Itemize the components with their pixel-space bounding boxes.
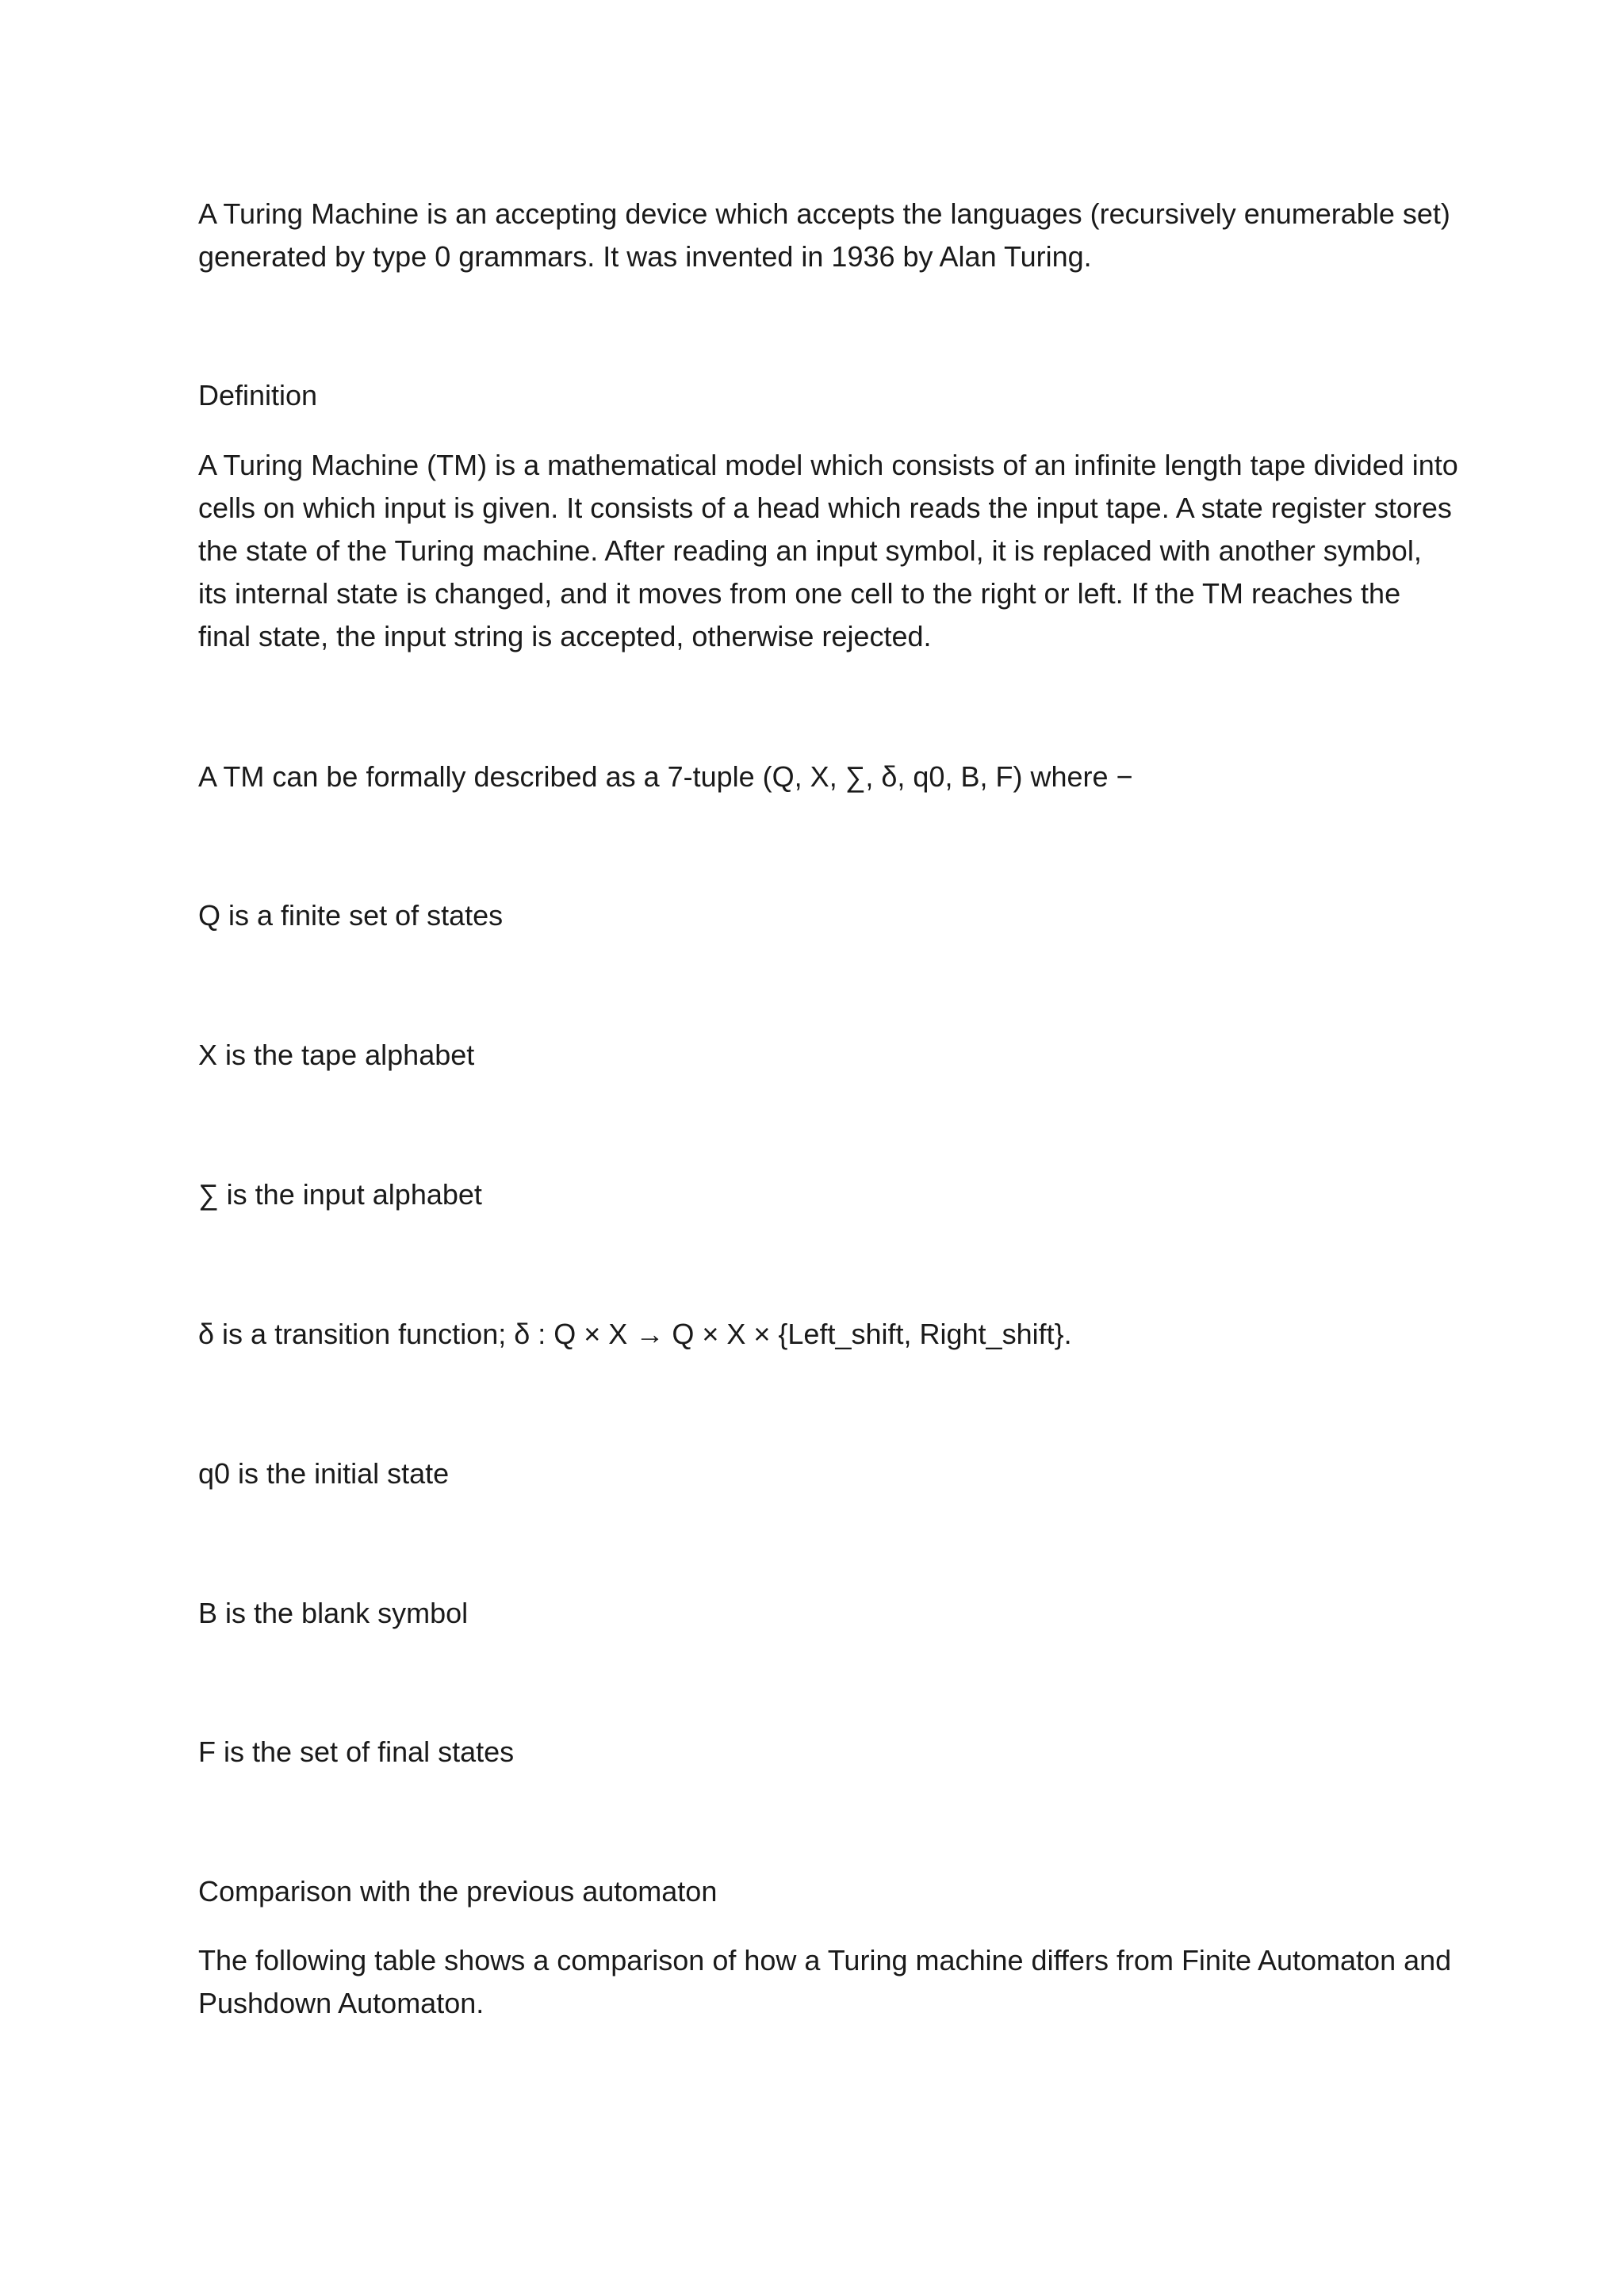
- tuple-intro: A TM can be formally described as a 7-tuple (Q, X, ∑, δ, q0, B, F) where −: [198, 760, 1133, 793]
- comparison-heading: Comparison with the previous automaton: [198, 1875, 718, 1908]
- text-line: A Turing Machine is an accepting device which accepts the languages (recursively enumerable set): [198, 197, 1450, 230]
- text-line: cells on which input is given. It consists of a head which reads the input tape. A state register stores: [198, 492, 1452, 524]
- tuple-item-f: F is the set of final states: [198, 1735, 515, 1768]
- tuple-item-b: B is the blank symbol: [198, 1597, 469, 1629]
- tuple-item-q: Q is a finite set of states: [198, 899, 504, 932]
- definition-heading: Definition: [198, 379, 318, 411]
- text-line: generated by type 0 grammars. It was invented in 1936 by Alan Turing.: [198, 240, 1092, 273]
- text-line: A Turing Machine (TM) is a mathematical model which consists of an infinite length tape divided into: [198, 449, 1458, 481]
- text-line: final state, the input string is accepted, otherwise rejected.: [198, 620, 932, 652]
- tuple-item-q0: q0 is the initial state: [198, 1457, 450, 1490]
- text-line: its internal state is changed, and it moves from one cell to the right or left. If the TM reaches the: [198, 577, 1401, 610]
- text-line: The following table shows a comparison of how a Turing machine differs from Finite Automaton and: [198, 1944, 1452, 1976]
- tuple-item-delta: δ is a transition function; δ : Q × X → Q × X × {Left_shift, Right_shift}.: [198, 1318, 1072, 1350]
- tuple-item-x: X is the tape alphabet: [198, 1039, 475, 1071]
- definition-paragraph: [198, 444, 1458, 658]
- intro-paragraph: [198, 193, 1451, 278]
- comparison-paragraph: [198, 1939, 1451, 2025]
- tuple-item-sigma: ∑ is the input alphabet: [198, 1178, 482, 1211]
- text-line: Pushdown Automaton.: [198, 1987, 485, 2019]
- text-line: the state of the Turing machine. After reading an input symbol, it is replaced with another symbol,: [198, 534, 1422, 567]
